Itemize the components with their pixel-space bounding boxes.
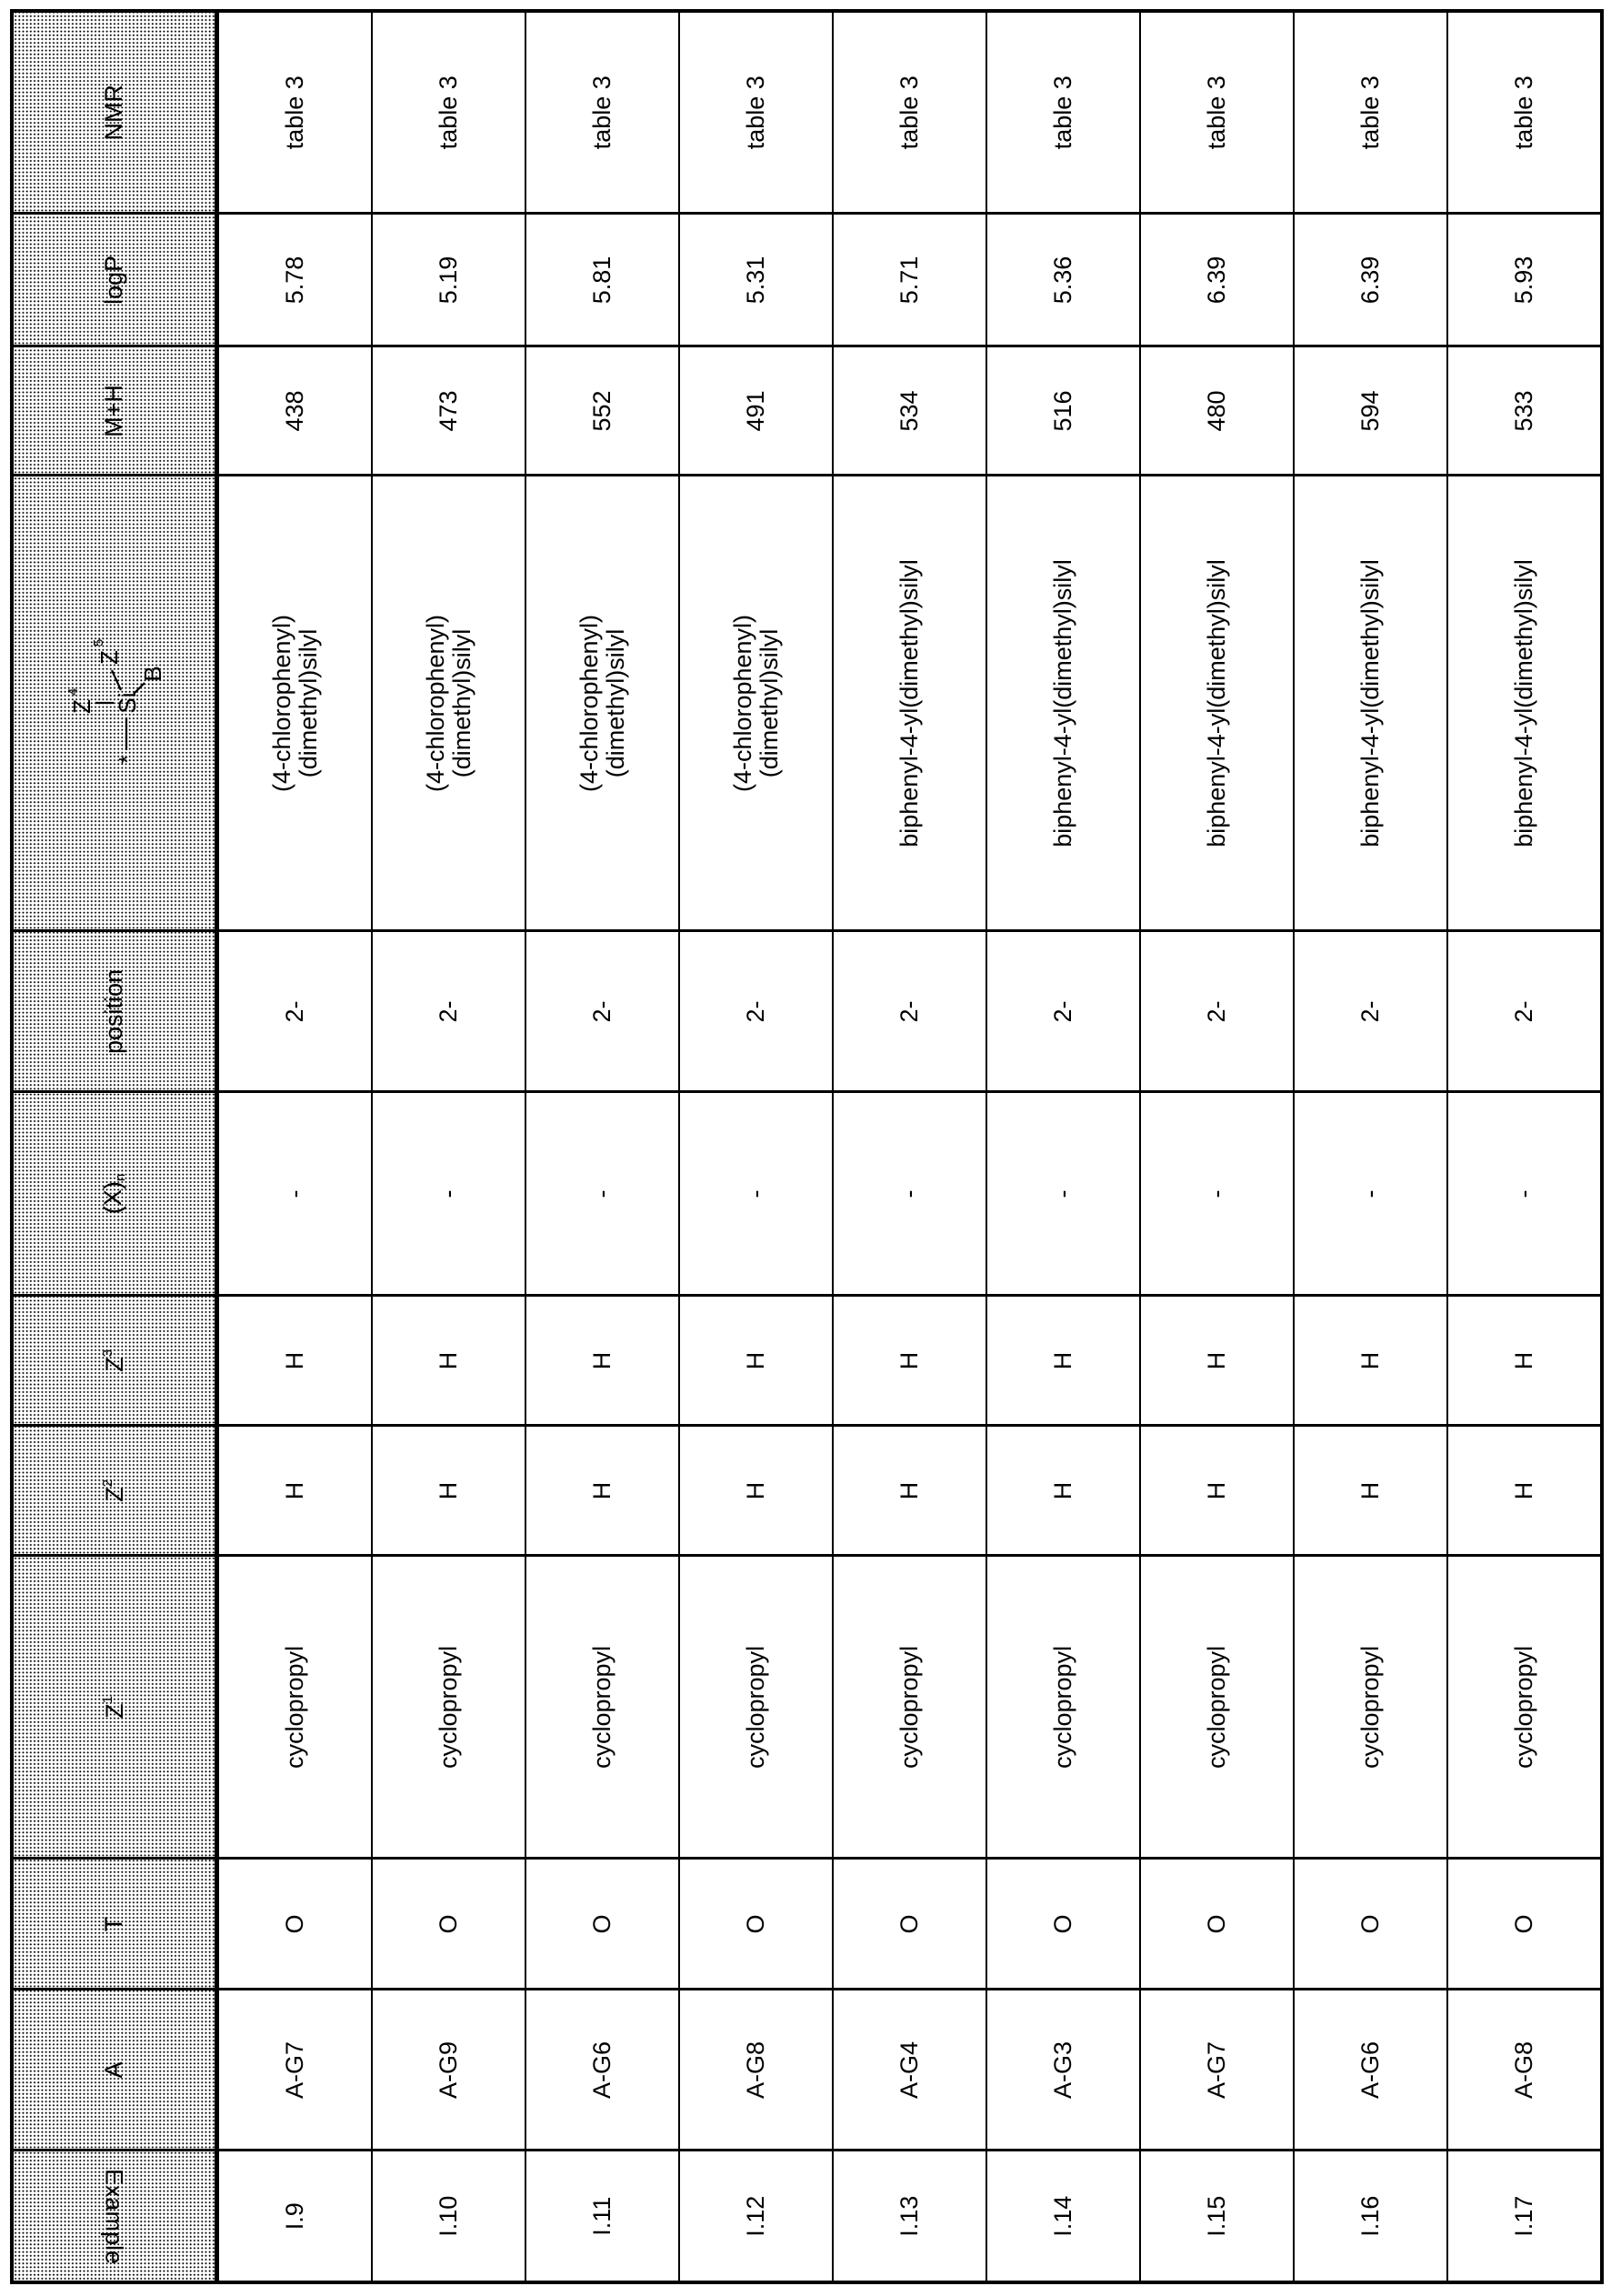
- header-silyl-structure: [12, 476, 217, 931]
- cell-z2: H: [1294, 1426, 1447, 1556]
- cell-z1: cyclopropyl: [1447, 1556, 1602, 1859]
- table-row: [1447, 11, 1602, 2282]
- cell-silyl-line1: biphenyl-4-yl(dimethyl)silyl: [1049, 559, 1077, 847]
- cell-t: O: [217, 1859, 373, 1990]
- compound-table: [10, 9, 1604, 2284]
- table-row: [833, 11, 986, 2282]
- header-xn-base: (X): [99, 1181, 127, 1215]
- header-mh: [12, 346, 217, 476]
- cell-z2: H: [986, 1426, 1140, 1556]
- cell-logp: 6.39: [1140, 214, 1294, 346]
- cell-example: I.13: [833, 2151, 986, 2282]
- header-position: [12, 931, 217, 1092]
- header-example-label: Example: [100, 2168, 128, 2264]
- cell-xn: -: [986, 1092, 1140, 1296]
- header-nmr: [12, 11, 217, 214]
- cell-position: 2-: [833, 931, 986, 1092]
- header-t: [12, 1859, 217, 1990]
- cell-silyl: [679, 476, 833, 931]
- cell-xn: -: [525, 1092, 679, 1296]
- cell-silyl-line2: (dimethyl)silyl: [755, 628, 783, 778]
- cell-position: 2-: [372, 931, 525, 1092]
- table-body: [217, 11, 1603, 2282]
- cell-silyl: [372, 476, 525, 931]
- cell-z3: H: [679, 1296, 833, 1426]
- cell-position: 2-: [217, 931, 373, 1092]
- cell-silyl: [525, 476, 679, 931]
- silyl-structure-icon: [57, 613, 166, 795]
- cell-silyl-line1: (4-chlorophenyl): [422, 614, 450, 793]
- header-logp-label: logP: [100, 255, 128, 306]
- cell-z1: cyclopropyl: [986, 1556, 1140, 1859]
- silyl-b: B: [138, 666, 166, 683]
- table-row: [1140, 11, 1294, 2282]
- header-xn-sub: n: [113, 1173, 129, 1182]
- cell-nmr: table 3: [372, 11, 525, 214]
- header-z1-sup: 1: [99, 1696, 115, 1704]
- cell-xn: -: [217, 1092, 373, 1296]
- cell-silyl: [1447, 476, 1602, 931]
- silyl-si: Si: [113, 692, 141, 715]
- header-logp: [12, 214, 217, 346]
- cell-nmr: table 3: [1140, 11, 1294, 214]
- cell-silyl: [1140, 476, 1294, 931]
- cell-xn: -: [1140, 1092, 1294, 1296]
- cell-silyl-line2: (dimethyl)silyl: [447, 628, 475, 778]
- cell-z2: H: [833, 1426, 986, 1556]
- cell-silyl: [833, 476, 986, 931]
- table-row: [217, 11, 373, 2282]
- header-example: [12, 2151, 217, 2282]
- cell-a: A-G6: [525, 1990, 679, 2151]
- cell-xn: -: [372, 1092, 525, 1296]
- cell-a: A-G9: [372, 1990, 525, 2151]
- cell-logp: 5.71: [833, 214, 986, 346]
- cell-z1: cyclopropyl: [679, 1556, 833, 1859]
- cell-silyl: [986, 476, 1140, 931]
- cell-position: 2-: [1140, 931, 1294, 1092]
- cell-mh: 594: [1294, 346, 1447, 476]
- cell-a: A-G7: [217, 1990, 373, 2151]
- cell-xn: -: [1294, 1092, 1447, 1296]
- cell-nmr: table 3: [986, 11, 1140, 214]
- cell-z3: H: [372, 1296, 525, 1426]
- cell-silyl-line2: (dimethyl)silyl: [294, 628, 322, 778]
- header-row: [12, 11, 217, 2282]
- cell-example: I.15: [1140, 2151, 1294, 2282]
- cell-silyl-line1: biphenyl-4-yl(dimethyl)silyl: [1203, 559, 1231, 847]
- cell-z1: cyclopropyl: [525, 1556, 679, 1859]
- cell-z3: H: [833, 1296, 986, 1426]
- cell-position: 2-: [1447, 931, 1602, 1092]
- cell-a: A-G6: [1294, 1990, 1447, 2151]
- cell-z1: cyclopropyl: [1140, 1556, 1294, 1859]
- header-mh-label: M+H: [100, 385, 128, 437]
- table-row: [372, 11, 525, 2282]
- silyl-z5-sup: 5: [90, 639, 106, 647]
- header-a: [12, 1990, 217, 2151]
- cell-mh: 480: [1140, 346, 1294, 476]
- cell-logp: 5.19: [372, 214, 525, 346]
- silyl-structure-diagram: [57, 613, 166, 795]
- cell-xn: -: [1447, 1092, 1602, 1296]
- header-z2: [12, 1426, 217, 1556]
- cell-z3: H: [1294, 1296, 1447, 1426]
- cell-z2: H: [1140, 1426, 1294, 1556]
- table-row: [1294, 11, 1447, 2282]
- header-a-label: A: [100, 2061, 128, 2079]
- cell-logp: 5.31: [679, 214, 833, 346]
- cell-nmr: table 3: [525, 11, 679, 214]
- cell-nmr: table 3: [217, 11, 373, 214]
- cell-a: A-G4: [833, 1990, 986, 2151]
- cell-example: I.11: [525, 2151, 679, 2282]
- cell-example: I.14: [986, 2151, 1140, 2282]
- cell-silyl-line1: (4-chlorophenyl): [729, 614, 757, 793]
- cell-example: I.17: [1447, 2151, 1602, 2282]
- cell-xn: -: [679, 1092, 833, 1296]
- cell-mh: 552: [525, 346, 679, 476]
- cell-t: O: [1447, 1859, 1602, 1990]
- silyl-star: *: [113, 755, 141, 765]
- cell-z2: H: [372, 1426, 525, 1556]
- cell-silyl: [1294, 476, 1447, 931]
- silyl-z4-sup: 4: [65, 688, 81, 697]
- header-z1-base: Z: [100, 1703, 128, 1719]
- cell-z3: H: [1447, 1296, 1602, 1426]
- cell-z1: cyclopropyl: [1294, 1556, 1447, 1859]
- header-xn: [12, 1092, 217, 1296]
- cell-logp: 5.81: [525, 214, 679, 346]
- cell-z2: H: [1447, 1426, 1602, 1556]
- cell-nmr: table 3: [1447, 11, 1602, 214]
- cell-a: A-G8: [1447, 1990, 1602, 2151]
- header-z3-sup: 3: [99, 1349, 115, 1358]
- cell-nmr: table 3: [679, 11, 833, 214]
- header-z2-sup: 2: [99, 1479, 115, 1488]
- cell-example: I.12: [679, 2151, 833, 2282]
- cell-example: I.9: [217, 2151, 373, 2282]
- cell-position: 2-: [525, 931, 679, 1092]
- cell-position: 2-: [1294, 931, 1447, 1092]
- header-position-label: position: [100, 968, 128, 1055]
- cell-mh: 516: [986, 346, 1140, 476]
- cell-logp: 5.78: [217, 214, 373, 346]
- cell-xn: -: [833, 1092, 986, 1296]
- cell-silyl-line2: (dimethyl)silyl: [601, 628, 629, 778]
- cell-silyl: [217, 476, 373, 931]
- cell-t: O: [833, 1859, 986, 1990]
- cell-example: I.10: [372, 2151, 525, 2282]
- cell-silyl-line1: biphenyl-4-yl(dimethyl)silyl: [1510, 559, 1538, 847]
- cell-logp: 6.39: [1294, 214, 1447, 346]
- cell-a: A-G8: [679, 1990, 833, 2151]
- cell-t: O: [372, 1859, 525, 1990]
- cell-t: O: [679, 1859, 833, 1990]
- cell-logp: 5.93: [1447, 214, 1602, 346]
- cell-silyl-line1: biphenyl-4-yl(dimethyl)silyl: [1356, 559, 1385, 847]
- cell-t: O: [1140, 1859, 1294, 1990]
- rotated-table-container: [10, 13, 1601, 2284]
- cell-silyl-line1: biphenyl-4-yl(dimethyl)silyl: [896, 559, 924, 847]
- header-z3-base: Z: [100, 1357, 128, 1372]
- cell-z2: H: [679, 1426, 833, 1556]
- cell-t: O: [525, 1859, 679, 1990]
- header-z3: [12, 1296, 217, 1426]
- cell-z3: H: [986, 1296, 1140, 1426]
- cell-example: I.16: [1294, 2151, 1447, 2282]
- cell-mh: 534: [833, 346, 986, 476]
- cell-mh: 473: [372, 346, 525, 476]
- cell-t: O: [1294, 1859, 1447, 1990]
- cell-silyl-line1: (4-chlorophenyl): [575, 614, 604, 793]
- header-z2-base: Z: [100, 1487, 128, 1502]
- silyl-z5: Z: [95, 650, 123, 666]
- cell-z1: cyclopropyl: [217, 1556, 373, 1859]
- cell-nmr: table 3: [833, 11, 986, 214]
- cell-position: 2-: [679, 931, 833, 1092]
- cell-a: A-G7: [1140, 1990, 1294, 2151]
- cell-mh: 491: [679, 346, 833, 476]
- cell-nmr: table 3: [1294, 11, 1447, 214]
- cell-mh: 438: [217, 346, 373, 476]
- silyl-z4: Z: [67, 699, 95, 715]
- header-t-label: T: [100, 1916, 128, 1932]
- cell-mh: 533: [1447, 346, 1602, 476]
- cell-z1: cyclopropyl: [372, 1556, 525, 1859]
- cell-silyl-line1: (4-chlorophenyl): [268, 614, 296, 793]
- header-z1: [12, 1556, 217, 1859]
- cell-z1: cyclopropyl: [833, 1556, 986, 1859]
- cell-logp: 5.36: [986, 214, 1140, 346]
- cell-z2: H: [525, 1426, 679, 1556]
- cell-z3: H: [525, 1296, 679, 1426]
- cell-position: 2-: [986, 931, 1140, 1092]
- cell-z3: H: [217, 1296, 373, 1426]
- header-nmr-label: NMR: [100, 85, 128, 141]
- cell-a: A-G3: [986, 1990, 1140, 2151]
- table-row: [525, 11, 679, 2282]
- cell-z2: H: [217, 1426, 373, 1556]
- table-row: [679, 11, 833, 2282]
- table-row: [986, 11, 1140, 2282]
- cell-z3: H: [1140, 1296, 1294, 1426]
- cell-t: O: [986, 1859, 1140, 1990]
